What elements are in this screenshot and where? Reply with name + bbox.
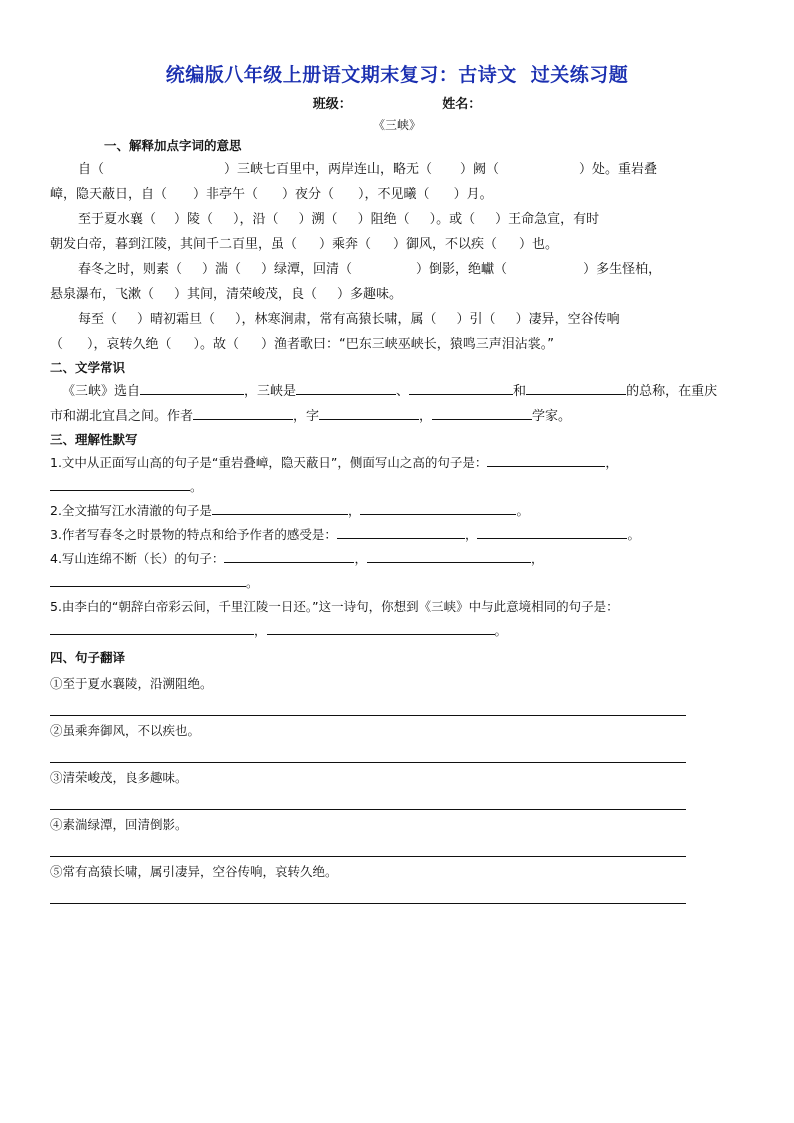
answer-blank[interactable] (337, 524, 465, 539)
question-5: 5.由李白的“朝辞白帝彩云间，千里江陵一日还。”这一诗句，你想到《三峡》中与此意境相同的句子是： (50, 599, 619, 614)
answer-blank[interactable] (296, 380, 396, 395)
answer-blank[interactable] (50, 572, 246, 587)
question-4-cont: 。 (50, 571, 744, 595)
section-2-heading: 二、文学常识 (50, 360, 126, 375)
text-title: 《三峡》 (372, 118, 421, 132)
vocab-line-2: 嶂，隐天蔽日，自（ ）非亭午（ ）夜分（ ），不见曦（ ）月。 (50, 187, 493, 202)
translation-item (50, 720, 744, 763)
answer-line[interactable] (50, 789, 686, 810)
answer-blank[interactable] (409, 380, 513, 395)
literature-line-2: 市和湖北宜昌之间。作者 ，字 ， 学家。 (50, 404, 744, 429)
answer-blank[interactable] (319, 405, 419, 420)
question-4: 4.写山连绵不断（长）的句子： ， ， (50, 547, 744, 571)
translation-item (50, 673, 744, 716)
question-3: 3.作者写春冬之时景物的特点和给予作者的感受是： ， 。 (50, 523, 744, 547)
answer-blank[interactable] (477, 524, 627, 539)
answer-line[interactable] (50, 883, 686, 904)
vocab-line-5: 春冬之时，则素（ ）湍（ ）绿潭，回清（ ）倒影，绝巘（ ）多生怪柏， (78, 262, 662, 277)
answer-blank[interactable] (526, 380, 626, 395)
answer-blank[interactable] (140, 380, 244, 395)
vocab-line-1: 自（ ）三峡七百里中，两岸连山，略无（ ）阙（ ）处。重岩叠 (78, 162, 658, 177)
answer-blank[interactable] (367, 548, 531, 563)
translation-sentence: ⑤常有高猿长啸，属引凄异，空谷传响，哀转久绝。 (50, 864, 338, 879)
translation-item (50, 861, 744, 904)
translation-sentence: ③清荣峻茂，良多趣味。 (50, 770, 188, 785)
student-info-line (50, 93, 744, 115)
answer-line[interactable] (50, 695, 686, 716)
answer-blank[interactable] (267, 620, 495, 635)
answer-blank[interactable] (212, 500, 348, 515)
answer-blank[interactable] (487, 452, 605, 467)
worksheet-page (50, 60, 744, 904)
worksheet-title (50, 60, 744, 87)
section-1-heading: 一、解释加点字词的意思 (104, 138, 242, 153)
vocab-line-4: 朝发白帝，暮到江陵，其间千二百里，虽（ ）乘奔（ ）御风，不以疾（ ）也。 (50, 237, 559, 252)
translation-sentence: ④素湍绿潭，回清倒影。 (50, 817, 188, 832)
name-label: 姓名： (442, 97, 482, 112)
title-sub: 过关练习题 (530, 64, 629, 86)
answer-line[interactable] (50, 836, 686, 857)
vocab-line-6: 悬泉瀑布，飞漱（ ）其间，清荣峻茂，良（ ）多趣味。 (50, 287, 403, 302)
answer-blank[interactable] (50, 476, 190, 491)
question-2: 2.全文描写江水清澈的句子是 ， 。 (50, 499, 744, 523)
question-1-cont: 。 (50, 475, 744, 499)
section-4-heading: 四、句子翻译 (50, 650, 126, 665)
answer-blank[interactable] (50, 620, 254, 635)
answer-line[interactable] (50, 742, 686, 763)
answer-blank[interactable] (360, 500, 516, 515)
title-main: 统编版八年级上册语文期末复习：古诗文 (165, 64, 517, 86)
translation-sentence: ①至于夏水襄陵，沿溯阻绝。 (50, 676, 213, 691)
section-3-heading: 三、理解性默写 (50, 432, 138, 447)
translation-item (50, 814, 744, 857)
answer-blank[interactable] (432, 405, 532, 420)
translation-sentence: ②虽乘奔御风，不以疾也。 (50, 723, 201, 738)
literature-line-1: 《三峡》选自 ，三峡是 、 和 的总称，在重庆 (50, 379, 744, 404)
answer-blank[interactable] (193, 405, 293, 420)
translation-item (50, 767, 744, 810)
question-5-cont: ， 。 (50, 619, 744, 643)
vocab-line-3: 至于夏水襄（ ）陵（ ），沿（ ）溯（ ）阻绝（ ）。或（ ）王命急宣，有时 (78, 212, 600, 227)
class-label: 班级： (312, 97, 352, 112)
answer-blank[interactable] (224, 548, 354, 563)
question-1: 1.文中从正面写山高的句子是“重岩叠嶂，隐天蔽日”，侧面写山之高的句子是： ， (50, 451, 744, 475)
vocab-line-8: （ ），哀转久绝（ ）。故（ ）渔者歌曰：“巴东三峡巫峡长，猿鸣三声泪沾裳。” (50, 337, 555, 352)
vocab-line-7: 每至（ ）晴初霜旦（ ），林寒涧肃，常有高猿长啸，属（ ）引（ ）凄异，空谷传响 (78, 312, 620, 327)
